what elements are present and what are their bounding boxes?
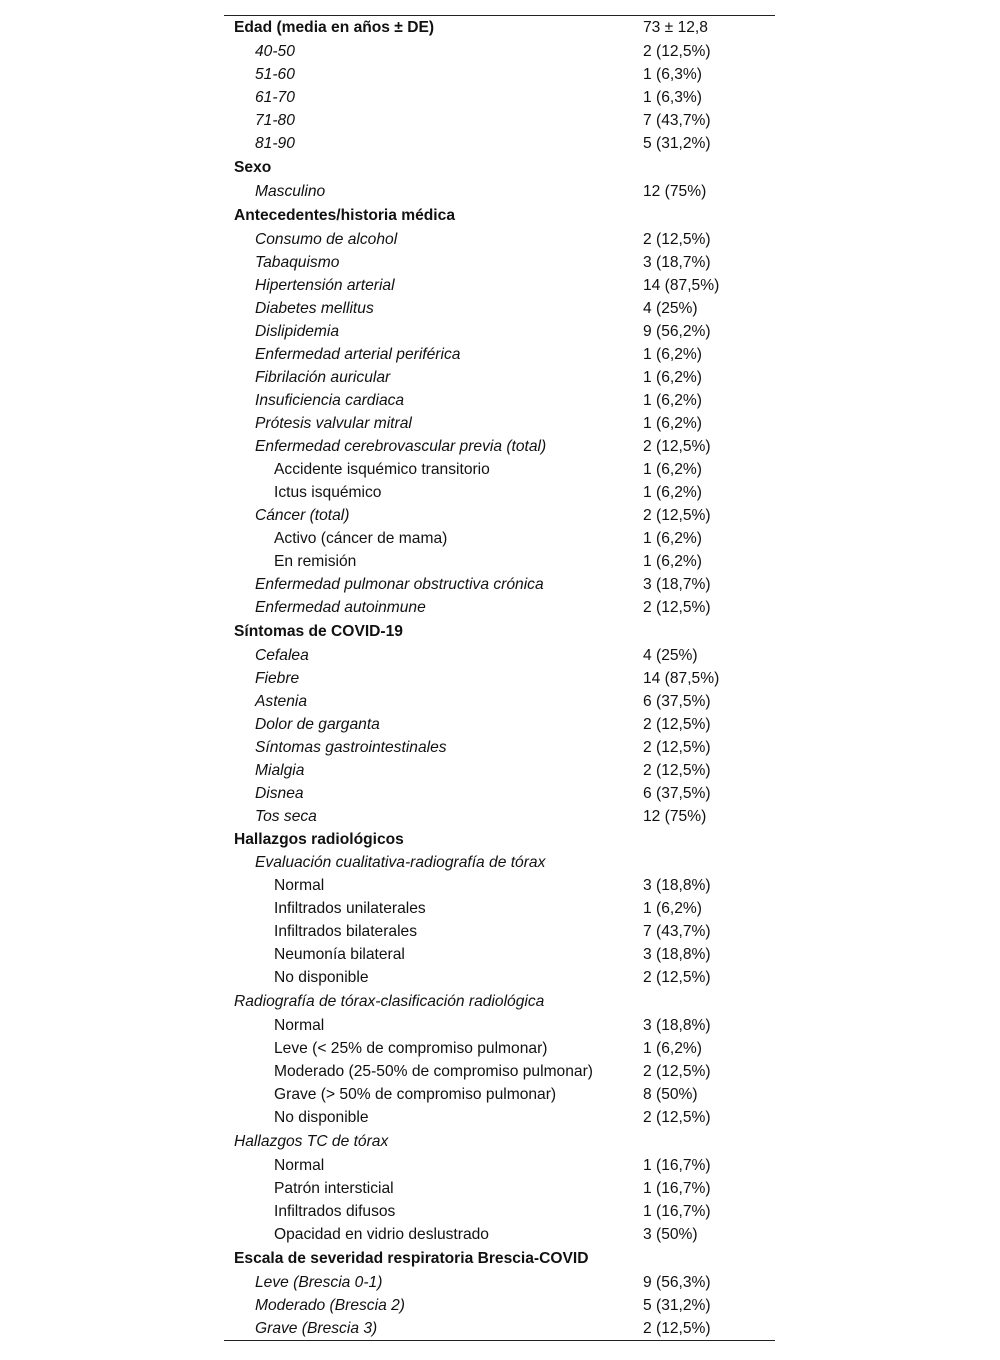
row-value: 2 (12,5%) [643, 43, 711, 60]
table-row [224, 1317, 775, 1340]
table-row [224, 1037, 775, 1060]
row-value: 12 (75%) [643, 183, 707, 200]
row-label: Opacidad en vidrio deslustrado [274, 1226, 489, 1243]
row-value: 1 (6,2%) [643, 415, 702, 432]
row-label: Insuficiencia cardiaca [255, 392, 405, 409]
row-label: Enfermedad pulmonar obstructiva crónica [255, 576, 544, 593]
row-value: 1 (6,2%) [643, 530, 702, 547]
table-row [224, 920, 775, 943]
row-label: Neumonía bilateral [274, 946, 405, 963]
row-label: Sexo [234, 159, 272, 176]
table-row [224, 1177, 775, 1200]
table-section-row [224, 828, 775, 851]
row-value: 1 (6,2%) [643, 461, 702, 478]
row-label: Infiltrados bilaterales [274, 923, 418, 940]
row-value: 1 (6,2%) [643, 369, 702, 386]
row-label: Enfermedad arterial periférica [255, 346, 461, 363]
row-value: 1 (16,7%) [643, 1180, 711, 1197]
row-label: 40-50 [255, 43, 295, 60]
table-row [224, 1294, 775, 1317]
row-label: Cáncer (total) [255, 507, 350, 524]
row-label: Fibrilación auricular [255, 369, 391, 386]
row-value: 4 (25%) [643, 647, 698, 664]
table-row [224, 228, 775, 251]
row-value: 1 (6,2%) [643, 392, 702, 409]
table-row [224, 851, 775, 874]
row-label: Dislipidemia [255, 323, 340, 340]
row-label: Moderado (25-50% de compromiso pulmonar) [274, 1063, 593, 1080]
row-value: 7 (43,7%) [643, 923, 711, 940]
table-section-row [224, 203, 775, 228]
table-row [224, 1060, 775, 1083]
row-label: No disponible [274, 1109, 369, 1126]
row-value: 12 (75%) [643, 808, 707, 825]
table-row [224, 1106, 775, 1129]
table-row [224, 527, 775, 550]
table-row [224, 63, 775, 86]
row-value: 1 (16,7%) [643, 1157, 711, 1174]
row-label: En remisión [274, 553, 357, 570]
row-value: 2 (12,5%) [643, 739, 711, 756]
row-label: Enfermedad cerebrovascular previa (total) [255, 438, 547, 455]
table-row [224, 1223, 775, 1246]
row-label: Dolor de garganta [255, 716, 380, 733]
table-row [224, 644, 775, 667]
row-value: 2 (12,5%) [643, 231, 711, 248]
table-row [224, 458, 775, 481]
row-label: Diabetes mellitus [255, 300, 374, 317]
row-value: 1 (6,2%) [643, 553, 702, 570]
table-row [224, 989, 775, 1014]
row-value: 4 (25%) [643, 300, 698, 317]
row-value: 73 ± 12,8 [643, 19, 708, 36]
table-section-row [224, 155, 775, 180]
table-row [224, 274, 775, 297]
row-label: Activo (cáncer de mama) [274, 530, 448, 547]
table-row [224, 320, 775, 343]
table-section-row [224, 16, 775, 40]
row-label: No disponible [274, 969, 369, 986]
row-value: 1 (6,2%) [643, 484, 702, 501]
table-row [224, 86, 775, 109]
table-row [224, 573, 775, 596]
row-label: Moderado (Brescia 2) [255, 1297, 405, 1314]
row-label: 71-80 [255, 112, 295, 129]
row-value: 2 (12,5%) [643, 1063, 711, 1080]
row-value: 14 (87,5%) [643, 670, 720, 687]
table-row [224, 132, 775, 155]
table-row [224, 874, 775, 897]
row-label: Tos seca [255, 808, 317, 825]
row-label: Edad (media en años ± DE) [234, 19, 435, 36]
row-label: 51-60 [255, 66, 295, 83]
row-value: 1 (6,2%) [643, 1040, 702, 1057]
row-value: 3 (18,7%) [643, 576, 711, 593]
row-value: 9 (56,2%) [643, 323, 711, 340]
table-section-row [224, 619, 775, 644]
row-label: Normal [274, 1017, 325, 1034]
row-value: 1 (16,7%) [643, 1203, 711, 1220]
row-label: Leve (Brescia 0-1) [255, 1274, 383, 1291]
table-row [224, 550, 775, 573]
row-label: Hipertensión arterial [255, 277, 395, 294]
table-row [224, 504, 775, 527]
row-value: 2 (12,5%) [643, 762, 711, 779]
row-value: 1 (6,2%) [643, 346, 702, 363]
row-label: Disnea [255, 785, 304, 802]
row-value: 1 (6,2%) [643, 900, 702, 917]
table-row [224, 1129, 775, 1154]
table-row [224, 667, 775, 690]
row-label: Infiltrados unilaterales [274, 900, 426, 917]
row-value: 2 (12,5%) [643, 438, 711, 455]
table-row [224, 343, 775, 366]
row-label: Evaluación cualitativa-radiografía de tórax [255, 854, 546, 871]
table-row [224, 943, 775, 966]
characteristics-table [224, 15, 775, 1341]
table-row [224, 1271, 775, 1294]
table-row [224, 966, 775, 989]
table-row [224, 805, 775, 828]
table-row [224, 180, 775, 203]
table-row [224, 782, 775, 805]
row-value: 2 (12,5%) [643, 969, 711, 986]
row-label: Radiografía de tórax-clasificación radiológica [234, 993, 545, 1010]
table-row [224, 713, 775, 736]
row-label: Astenia [255, 693, 308, 710]
row-label: Tabaquismo [255, 254, 340, 271]
row-value: 6 (37,5%) [643, 693, 711, 710]
table-row [224, 297, 775, 320]
row-label: Cefalea [255, 647, 309, 664]
table-row [224, 251, 775, 274]
row-label: Hallazgos radiológicos [234, 831, 404, 848]
row-label: Grave (> 50% de compromiso pulmonar) [274, 1086, 557, 1103]
row-value: 2 (12,5%) [643, 599, 711, 616]
row-value: 5 (31,2%) [643, 135, 711, 152]
table-row [224, 40, 775, 63]
table-row [224, 389, 775, 412]
row-value: 14 (87,5%) [643, 277, 720, 294]
row-value: 3 (18,7%) [643, 254, 711, 271]
table-row [224, 1014, 775, 1037]
row-label: Enfermedad autoinmune [255, 599, 426, 616]
table-row [224, 759, 775, 782]
table-row [224, 109, 775, 132]
row-label: Fiebre [255, 670, 300, 687]
row-value: 2 (12,5%) [643, 716, 711, 733]
row-label: Normal [274, 1157, 325, 1174]
table-row [224, 366, 775, 389]
row-label: Síntomas gastrointestinales [255, 739, 447, 756]
row-label: Mialgia [255, 762, 305, 779]
table-row [224, 596, 775, 619]
row-label: Hallazgos TC de tórax [234, 1133, 389, 1150]
row-value: 9 (56,3%) [643, 1274, 711, 1291]
row-label: 61-70 [255, 89, 295, 106]
table-row [224, 897, 775, 920]
row-value: 5 (31,2%) [643, 1297, 711, 1314]
row-label: Masculino [255, 183, 326, 200]
row-value: 3 (18,8%) [643, 877, 711, 894]
row-label: Patrón intersticial [274, 1180, 394, 1197]
row-label: Grave (Brescia 3) [255, 1320, 378, 1337]
row-label: Ictus isquémico [274, 484, 382, 501]
row-value: 2 (12,5%) [643, 1109, 711, 1126]
row-value: 1 (6,3%) [643, 89, 702, 106]
row-label: Leve (< 25% de compromiso pulmonar) [274, 1040, 548, 1057]
row-label: Escala de severidad respiratoria Brescia-COVID [234, 1250, 589, 1267]
row-value: 1 (6,3%) [643, 66, 702, 83]
row-value: 8 (50%) [643, 1086, 698, 1103]
row-label: Accidente isquémico transitorio [274, 461, 490, 478]
row-label: Infiltrados difusos [274, 1203, 396, 1220]
row-value: 6 (37,5%) [643, 785, 711, 802]
row-value: 3 (50%) [643, 1226, 698, 1243]
row-label: Síntomas de COVID-19 [234, 623, 403, 640]
table-row [224, 736, 775, 759]
row-value: 3 (18,8%) [643, 946, 711, 963]
table-row [224, 1083, 775, 1106]
row-value: 2 (12,5%) [643, 1320, 711, 1337]
row-label: 81-90 [255, 135, 295, 152]
row-label: Consumo de alcohol [255, 231, 398, 248]
row-label: Antecedentes/historia médica [234, 207, 455, 224]
row-value: 2 (12,5%) [643, 507, 711, 524]
table-row [224, 1154, 775, 1177]
table-row [224, 1200, 775, 1223]
table-row [224, 435, 775, 458]
table-section-row [224, 1246, 775, 1271]
row-label: Prótesis valvular mitral [255, 415, 412, 432]
row-value: 7 (43,7%) [643, 112, 711, 129]
table-row [224, 690, 775, 713]
table-row [224, 481, 775, 504]
table-row [224, 412, 775, 435]
row-label: Normal [274, 877, 325, 894]
row-value: 3 (18,8%) [643, 1017, 711, 1034]
